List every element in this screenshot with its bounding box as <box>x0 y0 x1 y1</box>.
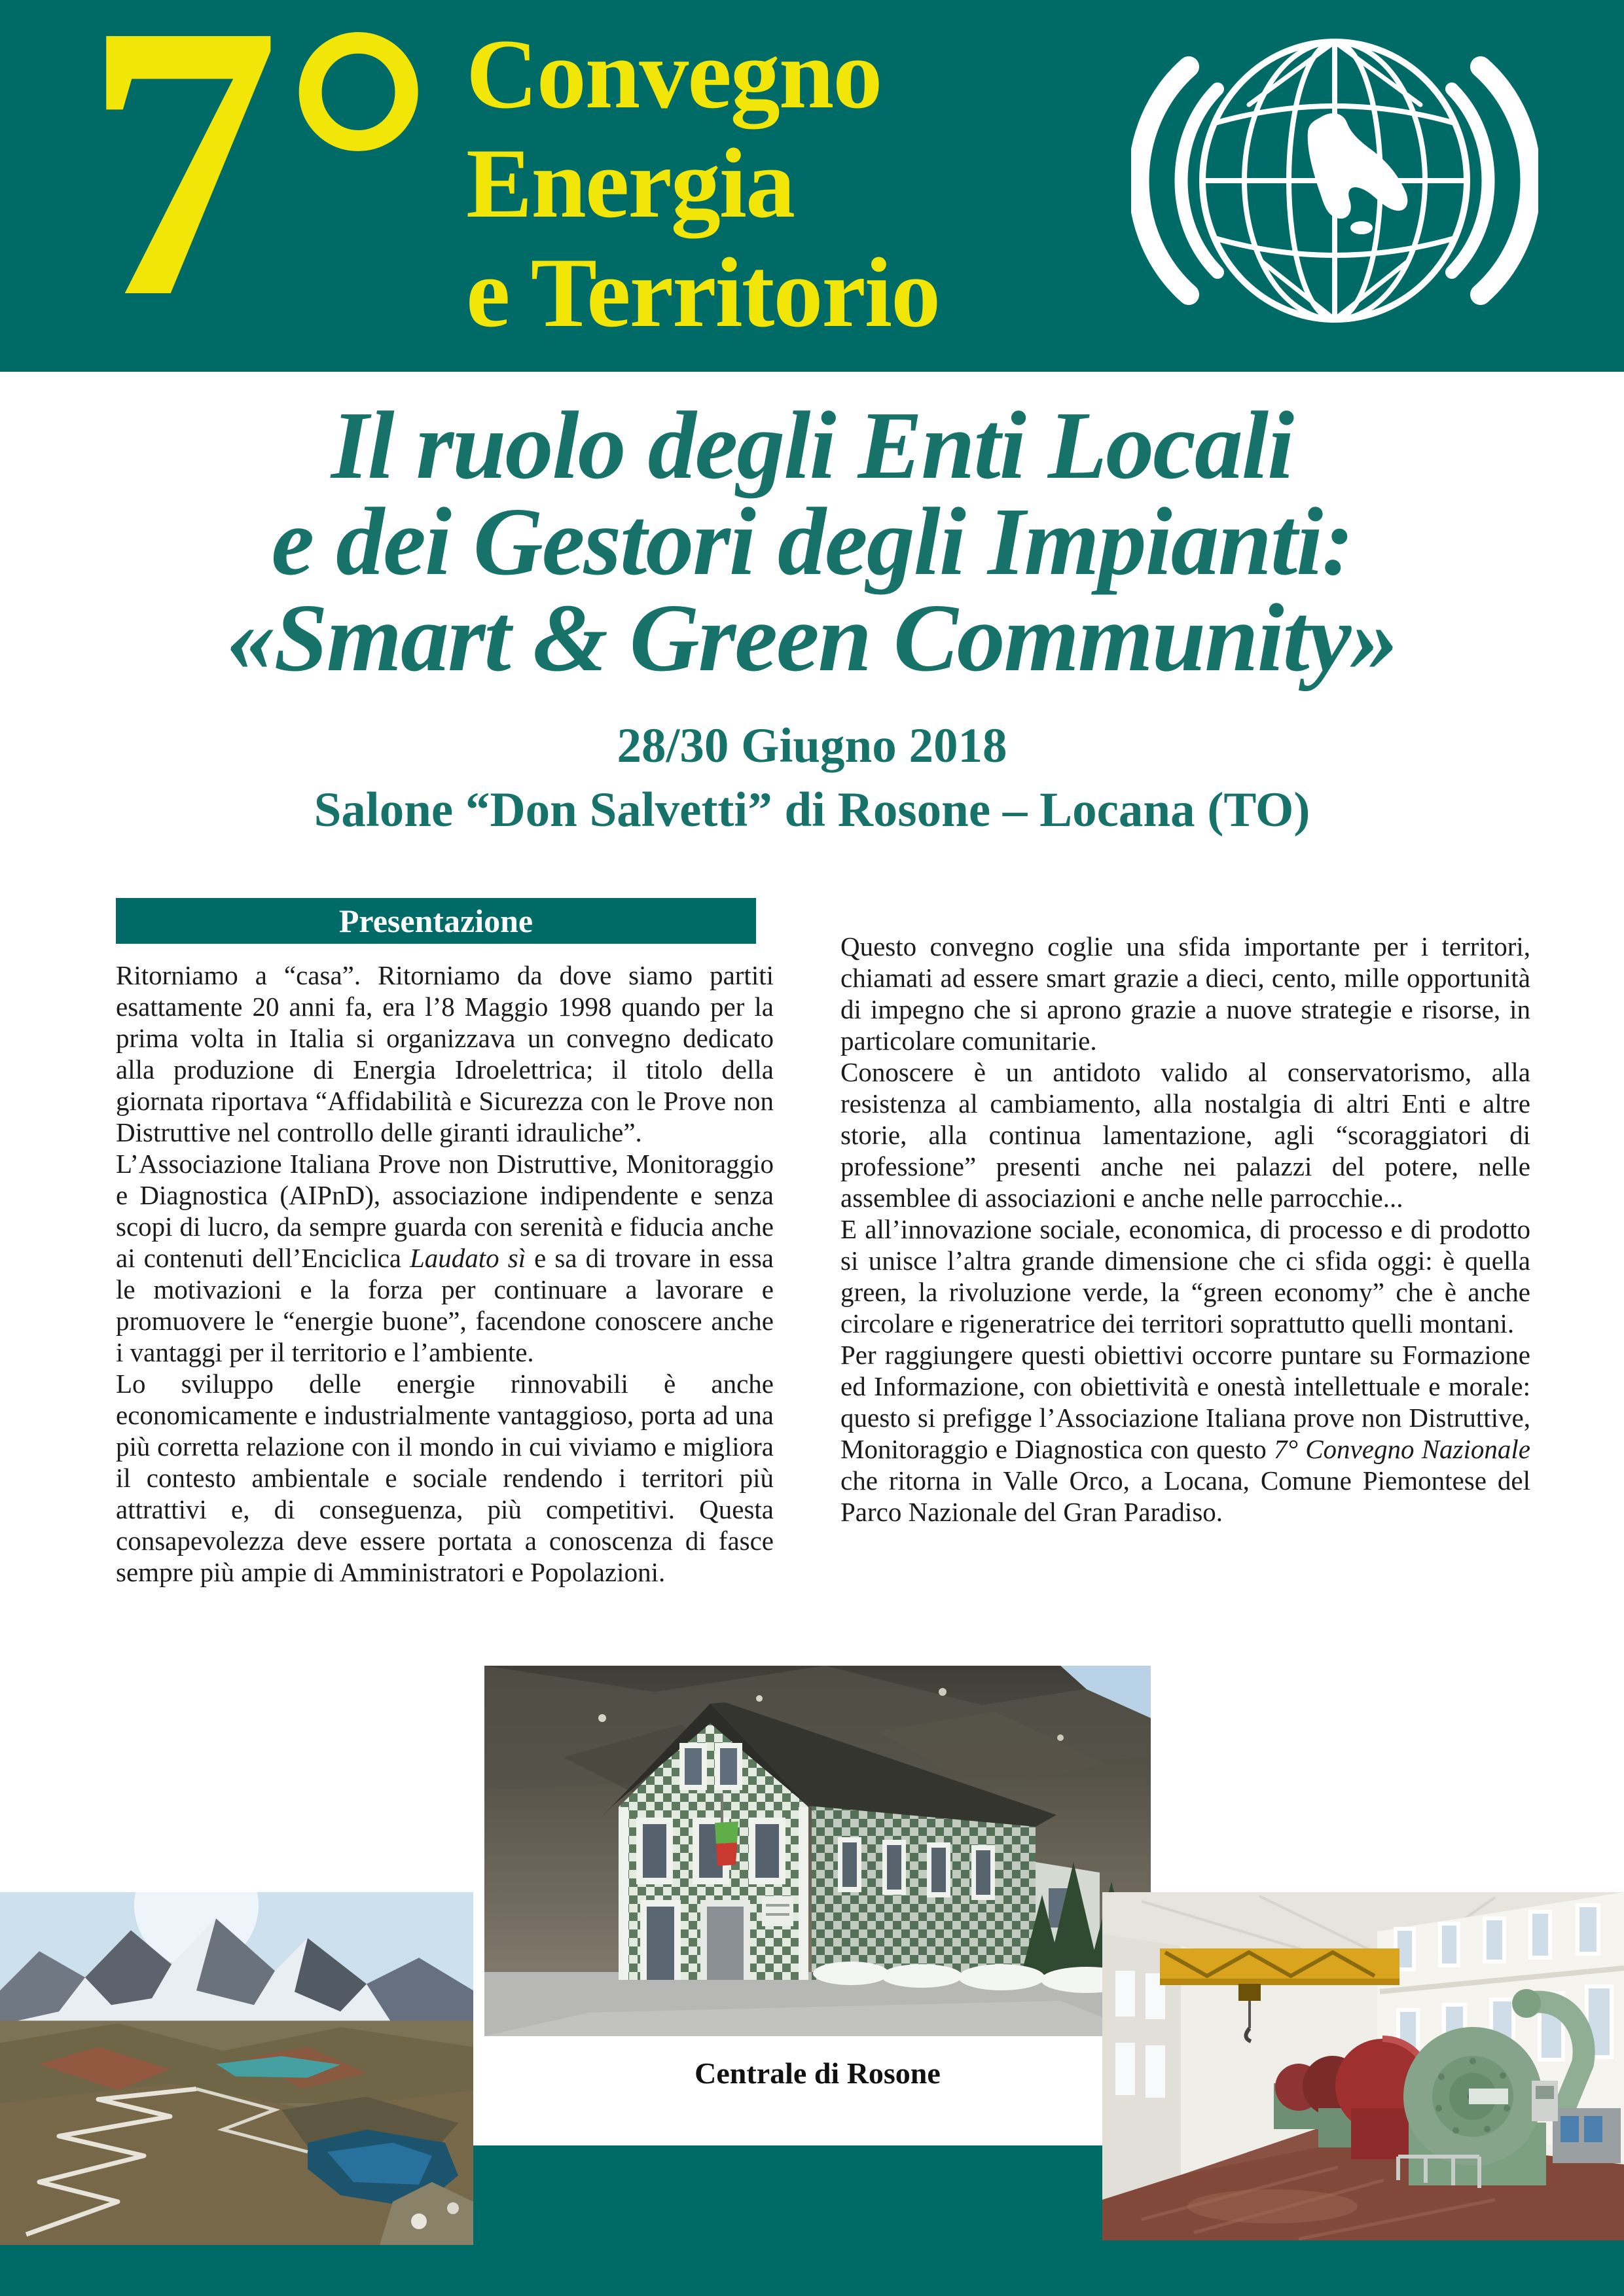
body-paragraph: L’Associazione Italiana Prove non Distruttive, Monitoraggio e Diagnostica (AIPnD), associazione indipendente e senza scopi di lucro, da sempre guarda con serenità e fiducia anche ai contenuti dell’Enciclica Laudato sì e sa di trovare in essa le motivazioni e la forza per continuare a lavorare e promuovere le “energie buone”, facendone conoscere anche i vantaggi per il territorio e l’ambiente. <box>116 1149 774 1367</box>
event-main-title <box>0 392 1624 692</box>
main-title-line-2: e dei Gestori degli Impianti: <box>271 488 1353 596</box>
event-date: 28/30 Giugno 2018 <box>617 719 1007 773</box>
presentation-left-column <box>116 960 774 1588</box>
header-title-line-3: e Territorio <box>466 238 940 348</box>
body-paragraph: Per raggiungere questi obiettivi occorre puntare su Formazione ed Informazione, con obiettività e onestà intellettuale e morale: questo si prefigge l’Associazione Italiana prove non Distruttive, Monitoraggio e Diagnostica con questo 7° Convegno Nazionale che ritorna in Valle Orco, a Locana, Comune Piemontese del Parco Nazionale del Gran Paradiso. <box>840 1340 1530 1527</box>
body-paragraph: Questo convegno coglie una sfida importante per i territori, chiamati ad essere smart grazie a dieci, cento, mille opportunità di impegno che si aprono grazie a nuove strategie e risorse, in particolare comunitarie. <box>840 931 1530 1056</box>
body-paragraph: E all’innovazione sociale, economica, di processo e di prodotto si unisce l’altra grande dimensione che ci sfida oggi: è quella green, la rivoluzione verde, la “green economy” che è anche circolare e rigeneratrice dei territori soprattutto quelli montani. <box>840 1214 1530 1338</box>
presentation-heading-bar <box>116 898 756 944</box>
building-photo-caption: Centrale di Rosone <box>695 2056 941 2090</box>
header-title-line-1: Convegno <box>466 19 882 129</box>
header-banner <box>0 0 1624 378</box>
body-paragraph: Conoscere è un antidoto valido al conservatorismo, alla resistenza al cambiamento, alla nostalgia di altri Enti e altre storie, alla continua lamentazione, agli “scoraggiatori di professione” presenti anche nei palazzi del potere, nelle assemblee di associazioni e anche nelle parrocchie... <box>840 1057 1530 1213</box>
edition-number: 7° <box>84 0 437 378</box>
mountain-valley-lakes-photo <box>0 1892 473 2245</box>
main-title-line-1: Il ruolo degli Enti Locali <box>331 392 1293 499</box>
centrale-di-rosone-building-photo <box>484 1666 1151 2036</box>
body-paragraph: Ritorniamo a “casa”. Ritorniamo da dove siamo partiti esattamente 20 anni fa, era l’8 Maggio 1998 quando per la prima volta in Italia si organizzava un convegno dedicato alla produzione di Energia Idroelettrica; il titolo della giornata riportava “Affidabilità e Sicurezza con le Prove non Distruttive nel controllo delle giranti idrauliche”. <box>116 960 774 1147</box>
aipnd-globe-logo-icon <box>1131 26 1538 335</box>
presentation-right-column <box>840 931 1530 1528</box>
header-title-line-2: Energia <box>466 128 795 238</box>
main-title-line-3: «Smart & Green Community» <box>226 584 1398 692</box>
presentation-heading-label: Presentazione <box>338 903 533 939</box>
body-paragraph: Lo sviluppo delle energie rinnovabili è anche economicamente e industrialmente vantaggioso, porta ad una più corretta relazione con il mondo in cui viviamo e migliora il contesto ambientale e sociale rendendo i territori più attrattivi e, di conseguenza, più competitivi. Questa consapevolezza deve essere portata a conoscenza di fasce sempre più ampie di Amministratori e Popolazioni. <box>116 1369 774 1587</box>
event-venue: Salone “Don Salvetti” di Rosone – Locana (TO) <box>314 783 1310 837</box>
header-title <box>466 20 939 348</box>
turbine-hall-photo <box>1102 1892 1624 2240</box>
